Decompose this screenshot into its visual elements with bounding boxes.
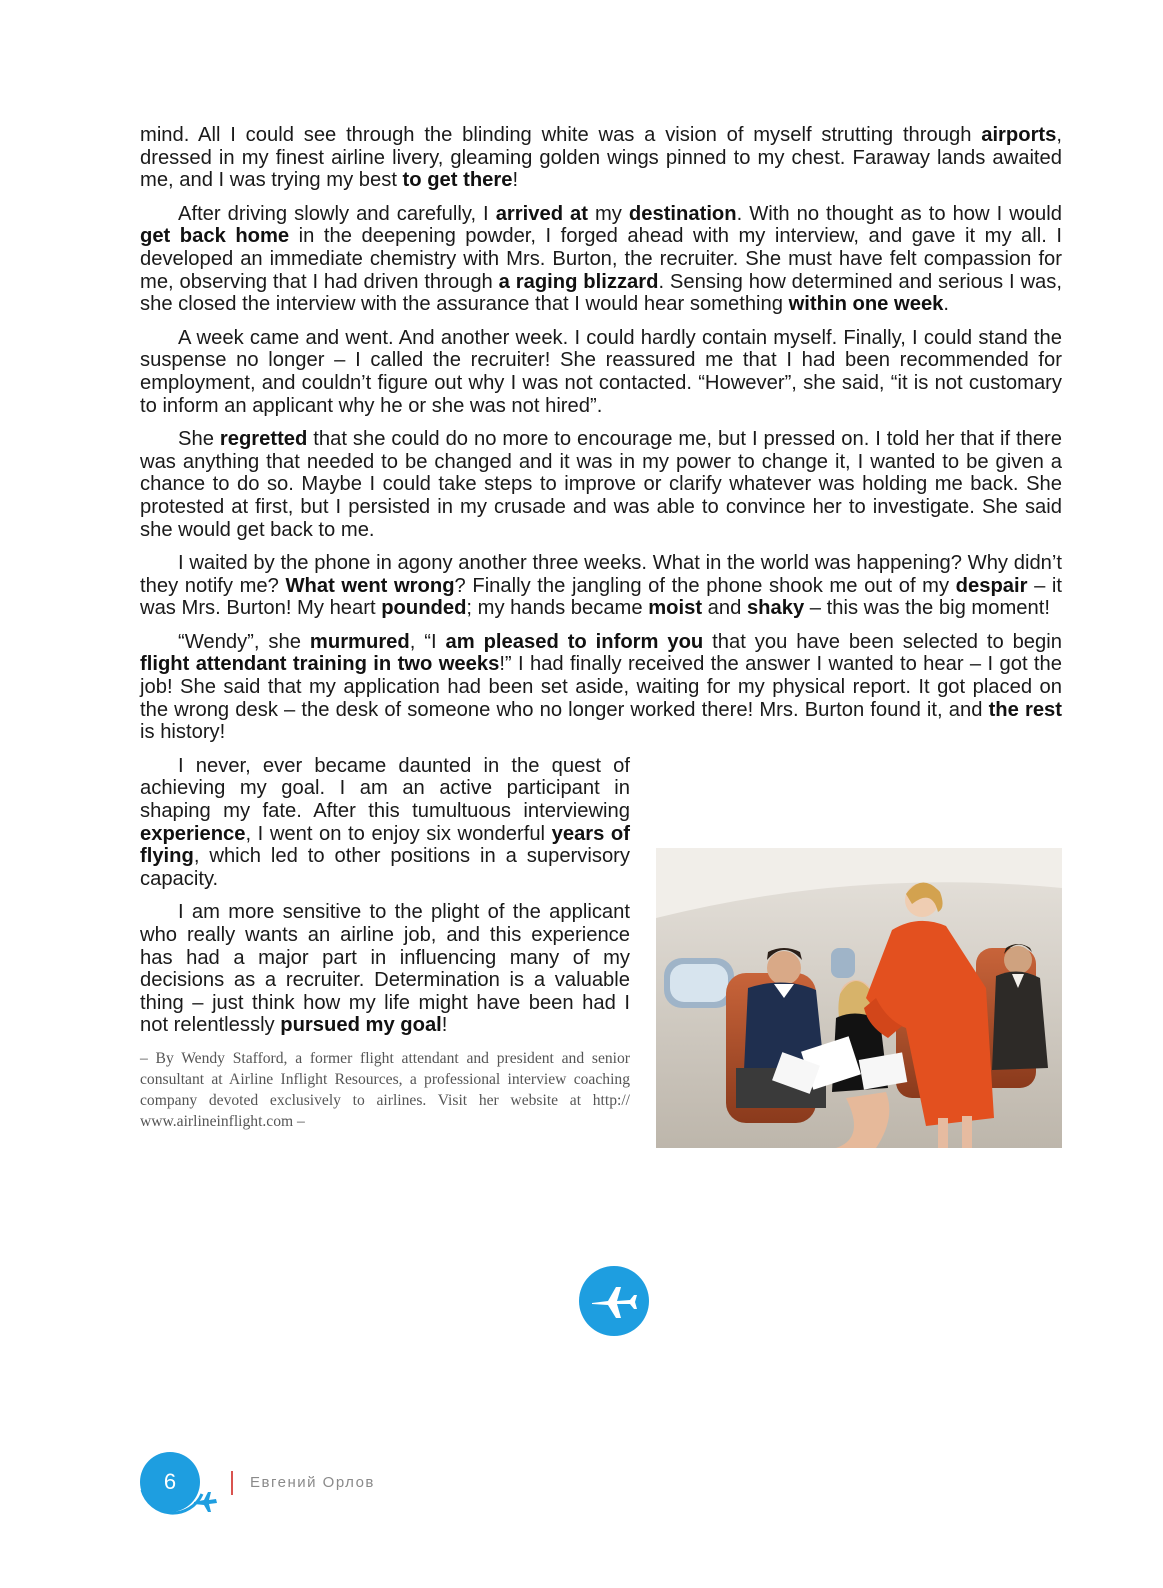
text-run: I waited by the phone in agony another three weeks. What in the world was happening? Why didn’t they notify me? [140, 552, 1062, 597]
text-run: , which led to other positions in a supervisory capacity. [140, 845, 630, 890]
text-run: . [943, 293, 950, 316]
text-run: that you have been selected to begin [703, 630, 1062, 653]
bold-phrase: What went wrong [285, 574, 455, 597]
text-run: my [587, 202, 629, 225]
text-run: – this was the big moment! [804, 597, 1050, 620]
author-byline: – By Wendy Stafford, a former flight attendant and president and senior consultant at Airline Inflight Resources, a professional interview coaching company devoted exclusively to airlines. Visit her website at http:// www.airlineinflight.com – [140, 1049, 630, 1130]
text-run: and [702, 597, 747, 620]
text-run: . Sensing how determined and serious I was, she closed the interview with the assurance that I would hear something [140, 270, 1062, 316]
bold-phrase: pursued my goal [280, 1014, 442, 1037]
text-run: ! [512, 169, 519, 192]
bold-phrase: moist [648, 597, 703, 620]
bold-phrase: the rest [988, 698, 1062, 721]
text-run: I never, ever became daunted in the quest of achieving my goal. I am an active participant in shaping my fate. After this tumultuous interviewing [140, 754, 630, 823]
bold-phrase: a raging blizzard [498, 270, 659, 293]
text-run: in the deepening powder, I forged ahead with my interview, and gave it my all. I developed an immediate chemistry with Mrs. Burton, the recruiter. She must have felt compassion for me, observing that I had driven through [140, 225, 1062, 293]
text-run: ? Finally the jangling of the phone shook me out of my [454, 574, 956, 597]
page-number-badge [138, 1450, 218, 1526]
bold-phrase: am pleased to inform you [445, 630, 704, 653]
bold-phrase: shaky [746, 597, 805, 620]
text-run: – it was Mrs. Burton! My heart [140, 574, 1062, 620]
text-run: is history! [140, 721, 226, 744]
paragraph [140, 631, 1062, 744]
text-run: “Wendy”, she [178, 630, 310, 653]
bold-phrase: pounded [381, 597, 467, 620]
paragraph [140, 755, 630, 891]
text-run: !” I had finally received the answer I wanted to hear – I got the job! She said that my application had been set aside, waiting for my physical report. It got placed on the wrong desk – the desk of someone who no longer worked there! Mrs. Burton found it, and [140, 653, 1062, 721]
bold-phrase: flight attendant training in two weeks [140, 653, 500, 676]
paragraph [140, 901, 630, 1037]
paragraph [140, 124, 1062, 192]
bold-phrase: years of flying [140, 822, 630, 868]
bold-phrase: arrived at [495, 202, 588, 225]
bold-phrase: destination [628, 202, 737, 225]
airplane-icon [578, 1265, 650, 1337]
page-number: 6 [163, 1469, 177, 1494]
footer-author: Евгений Орлов [250, 1474, 375, 1491]
text-run: that she could do no more to encourage me, but I pressed on. I told her that if there was anything that needed to be changed and it was in my power to change it, I wanted to be given a chance to do so. Maybe I could take steps to improve or clarify whatever was holding me back. She protested at first, but I persisted in my crusade and was able to convince her to investigate. She said she would get back to me. [140, 428, 1063, 541]
cabin-photo [656, 848, 1062, 1148]
text-run: , I went on to enjoy six wonderful [245, 822, 552, 845]
bold-phrase: regretted [219, 428, 308, 451]
bold-phrase: despair [955, 574, 1028, 597]
text-run: , dressed in my finest airline livery, gleaming golden wings pinned to my chest. Faraway lands awaited me, and I was trying my best [140, 124, 1062, 192]
text-run: After driving slowly and carefully, I [178, 202, 496, 225]
paragraph [140, 327, 1062, 417]
text-run: ! [441, 1014, 448, 1037]
paragraph [140, 203, 1062, 316]
text-run: A week came and went. And another week. I could hardly contain myself. Finally, I could stand the suspense no longer – I called the recruiter! She reassured me that I had been recommended for employment, and couldn’t figure out why I was not contacted. “However”, she said, “it is not customary to inform an applicant why he or she was not hired”. [140, 326, 1062, 417]
bold-phrase: experience [140, 822, 246, 845]
bold-phrase: airports [981, 124, 1057, 146]
footer-divider [231, 1471, 233, 1495]
bold-phrase: within one week [788, 293, 944, 316]
bold-phrase: to get there [402, 169, 513, 192]
text-run: ; my hands became [466, 597, 649, 620]
text-run: I am more sensitive to the plight of the applicant who really wants an airline job, and this experience has had a major part in influencing many of my decisions as a recruiter. Determination is a valuable thing – just think how my life might have been had I not relentlessly [140, 901, 630, 1037]
paragraph [140, 428, 1062, 541]
paragraph [140, 552, 1062, 620]
text-run: . With no thought as to how I would [736, 202, 1062, 225]
bold-phrase: get back home [140, 225, 290, 248]
text-run: , “I [409, 630, 446, 653]
bold-phrase: murmured [309, 630, 410, 653]
text-run: mind. All I could see through the blinding white was a vision of myself strutting through [140, 124, 982, 146]
text-run: She [178, 428, 220, 451]
